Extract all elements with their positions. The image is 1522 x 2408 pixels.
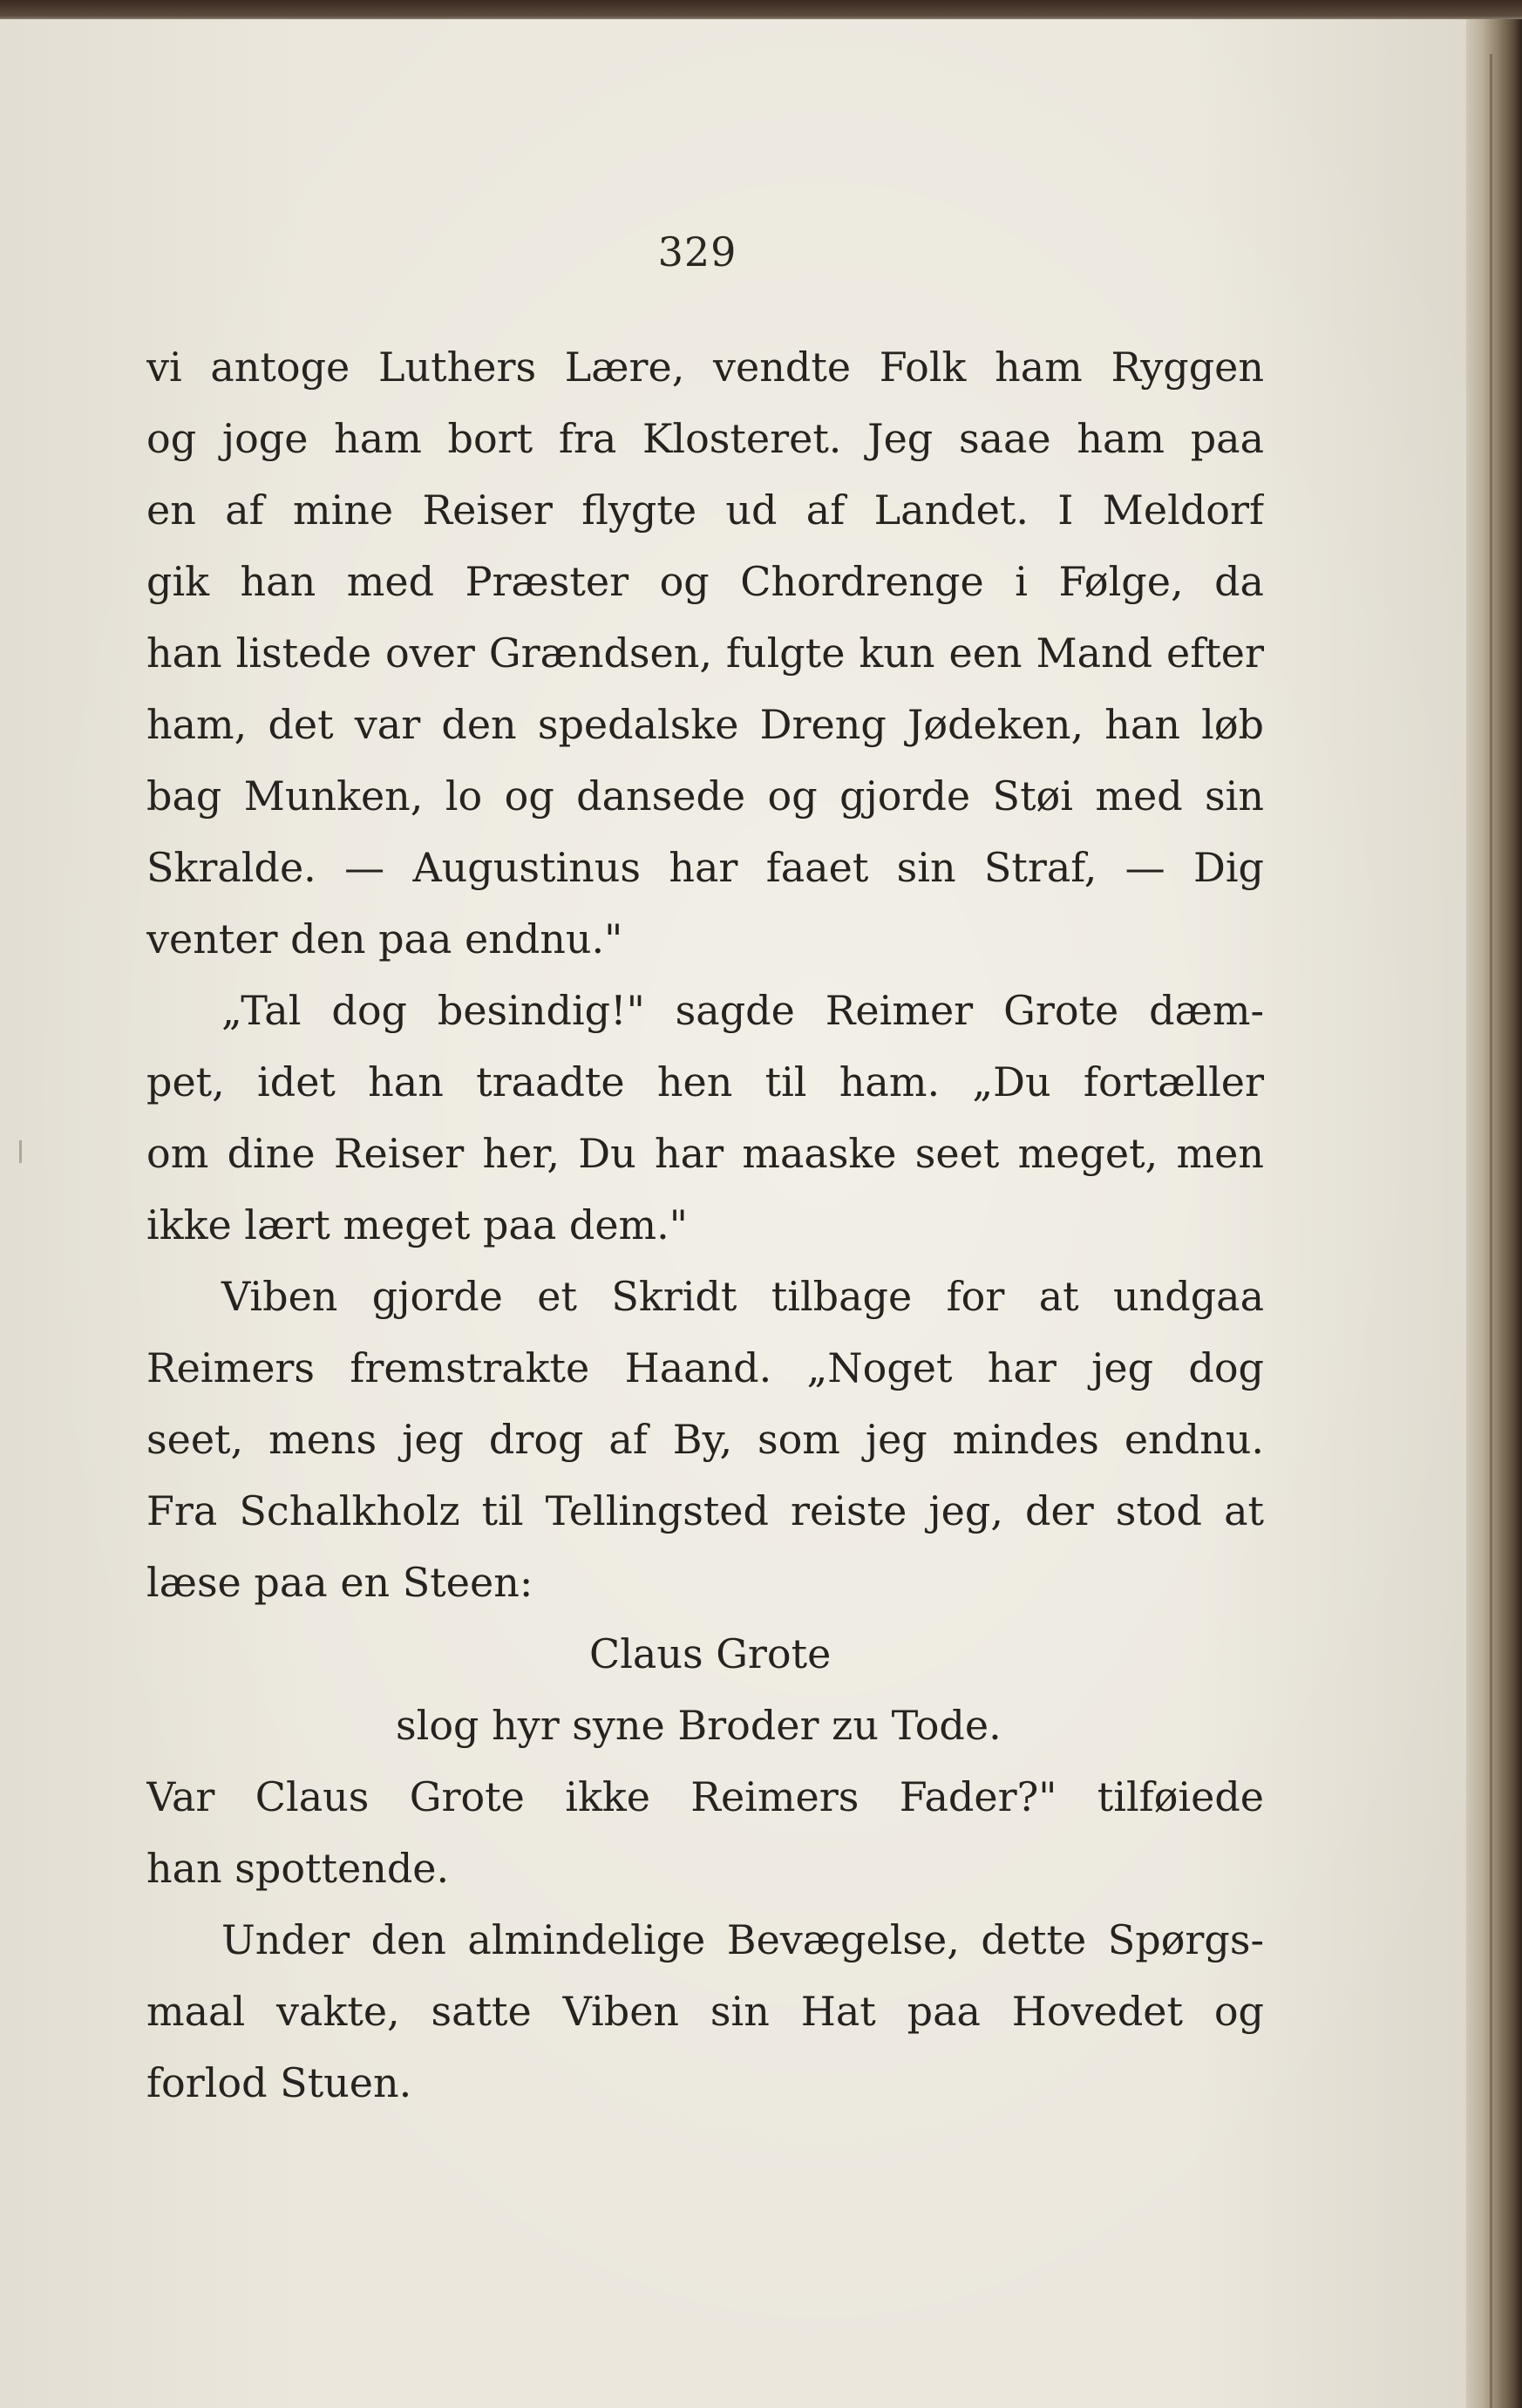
text-line: gik han med Præster og Chordrenge i Følge, da	[146, 558, 1264, 605]
text-line: og joge ham bort fra Klosteret. Jeg saae ham paa	[146, 415, 1264, 462]
text-line: maal vakte, satte Viben sin Hat paa Hovedet og	[146, 1988, 1264, 2035]
book-binding-gutter	[1466, 19, 1522, 2408]
page-number: 329	[657, 228, 737, 275]
text-line: Fra Schalkholz til Tellingsted reiste jeg, der stod at	[146, 1487, 1264, 1534]
inscription-line: Claus Grote	[589, 1630, 832, 1677]
inscription-line: slog hyr syne Broder zu Tode.	[396, 1702, 1002, 1749]
text-line: „Tal dog besindig!" sagde Reimer Grote dæm-	[221, 987, 1264, 1034]
text-line: ham, det var den spedalske Dreng Jødeken, han løb	[146, 701, 1264, 748]
text-line: om dine Reiser her, Du har maaske seet meget, men	[146, 1130, 1264, 1177]
text-line: Reimers fremstrakte Haand. „Noget har jeg dog	[146, 1344, 1264, 1391]
margin-speck	[19, 1140, 22, 1163]
text-line: vi antoge Luthers Lære, vendte Folk ham Ryggen	[146, 344, 1264, 391]
text-line: forlod Stuen.	[146, 2059, 412, 2106]
text-line: seet, mens jeg drog af By, som jeg mindes endnu.	[146, 1416, 1264, 1463]
body-text	[146, 331, 1264, 2119]
text-line: venter den paa endnu."	[146, 915, 623, 963]
text-line: Viben gjorde et Skridt tilbage for at undgaa	[221, 1273, 1264, 1320]
text-line: ikke lært meget paa dem."	[146, 1201, 688, 1248]
text-line: pet, idet han traadte hen til ham. „Du fortæller	[146, 1058, 1264, 1105]
text-line: bag Munken, lo og dansede og gjorde Støi med sin	[146, 772, 1264, 820]
text-line: læse paa en Steen:	[146, 1559, 533, 1606]
text-line: Var Claus Grote ikke Reimers Fader?" tilføiede	[146, 1773, 1264, 1820]
text-line: en af mine Reiser flygte ud af Landet. I Meldorf	[146, 486, 1264, 534]
text-line: han listede over Grændsen, fulgte kun een Mand efter	[146, 629, 1264, 677]
text-line: Under den almindelige Bevægelse, dette Spørgs-	[221, 1916, 1264, 1963]
text-line: Skralde. — Augustinus har faaet sin Straf, — Dig	[146, 844, 1264, 891]
gutter-shadow-line	[1490, 54, 1492, 2408]
text-line: han spottende.	[146, 1845, 450, 1892]
